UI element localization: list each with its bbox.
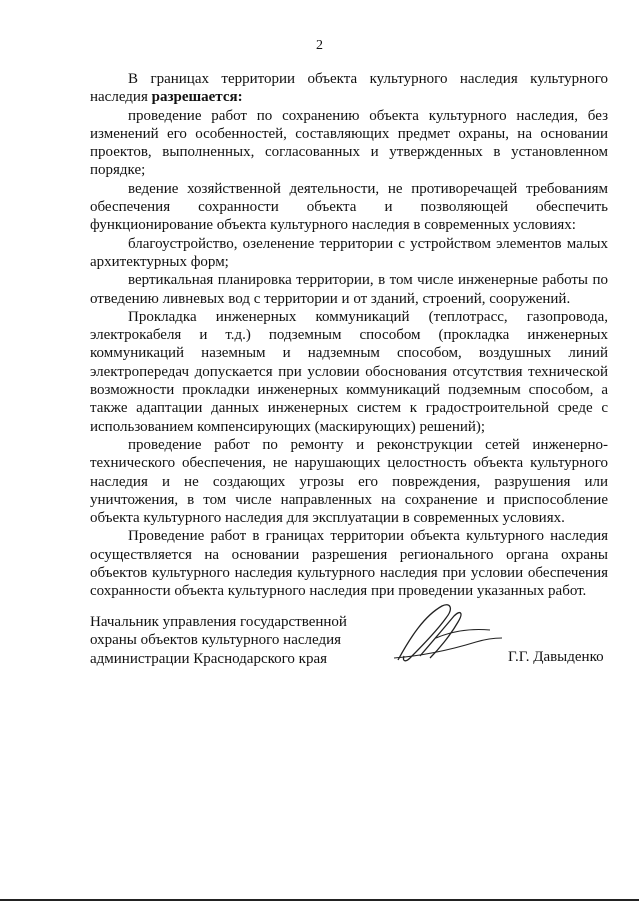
paragraph-works-conditions: Проведение работ в границах территории объекта культурного наследия осуществляется на основании разрешения регионального органа охраны объектов культурного наследия культурного наследия при условии обеспечения сохранности объекта культурного наследия при проведении указанных работ. xyxy=(90,528,608,600)
paragraph-landscaping: благоустройство, озеленение территории с устройством элементов малых архитектурных форм; xyxy=(90,235,608,270)
document-body xyxy=(90,70,608,601)
signer-position xyxy=(90,613,347,668)
signer-position-line: администрации Краснодарского края xyxy=(90,650,328,667)
paragraph-network-repair: проведение работ по ремонту и реконструкции сетей инженерно-технического обеспечения, не нарушающих целостность объекта культурного наследия и не создающих угрозы его повреждения, разрушения или уничтожения, в том числе направленных на сохранение и приспособление объекта культурного наследия для эксплуатации в современных условиях. xyxy=(90,436,608,527)
intro-text: В границах территории объекта культурного наследия культурного наследия xyxy=(90,71,608,106)
page-number: 2 xyxy=(316,38,323,53)
paragraph-economic-activity: ведение хозяйственной деятельности, не противоречащей требованиям обеспечения сохранности объекта и позволяющей обеспечить функционирование объекта культурного наследия в современных условиях: xyxy=(90,180,608,234)
signer-position-line: охраны объектов культурного наследия xyxy=(90,632,342,649)
paragraph-preservation-works: проведение работ по сохранению объекта культурного наследия, без изменений его особенностей, составляющих предмет охраны, на основании проектов, выполненных, согласованных и утвержденных в установленном порядке; xyxy=(90,107,608,179)
handwritten-signature xyxy=(380,598,510,678)
signer-name: Г.Г. Давыденко xyxy=(508,649,604,665)
intro-paragraph xyxy=(90,70,608,107)
paragraph-vertical-planning: вертикальная планировка территории, в том числе инженерные работы по отведению ливневых вод с территории и от зданий, строений, сооружений. xyxy=(90,272,608,307)
paragraph-utilities-laying: Прокладка инженерных коммуникаций (теплотрасс, газопровода, электрокабеля и т.д.) подземным способом (прокладка инженерных коммуникаций наземным и надземным способом, воздушных линий электропередач допускается при условии обоснования отсутствия технической возможности прокладки инженерных коммуникаций подземным способом, а также адаптации данных инженерных систем к градостроительной среде с использованием компенсирующих (маскирующих) решений); xyxy=(90,308,608,435)
signer-position-line: Начальник управления государственной xyxy=(90,614,347,630)
intro-bold-word: разрешается: xyxy=(151,89,243,106)
bottom-divider xyxy=(0,899,639,901)
